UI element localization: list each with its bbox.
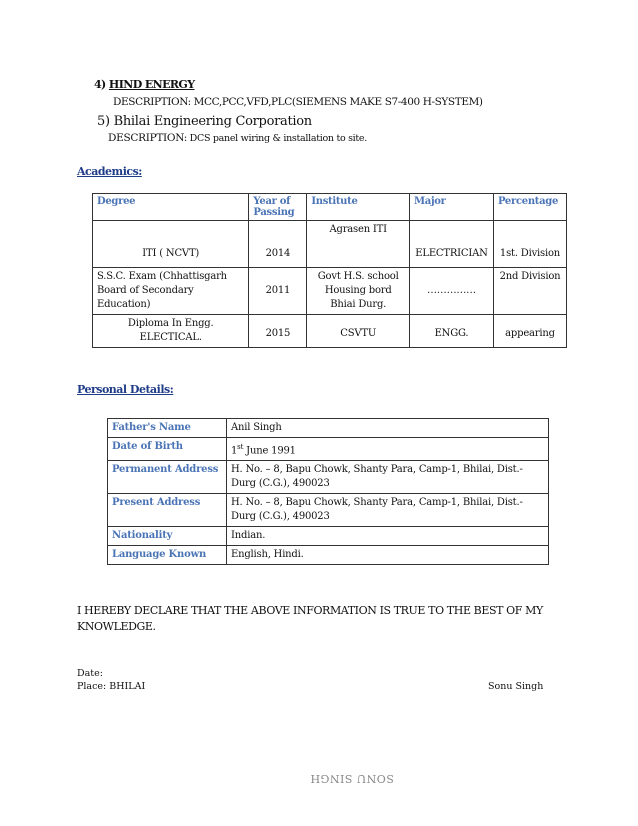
label-permanent-address: Permanent Address (108, 461, 227, 494)
table-row (108, 546, 549, 565)
date-label: Date: (77, 668, 103, 679)
experience-item-5: 5) Bhilai Engineering Corporation (97, 114, 312, 129)
personal-details-heading: Personal Details: (77, 383, 174, 396)
cell-degree: S.S.C. Exam (Chhattisgarh Board of Secondary Education) (93, 268, 249, 315)
header-degree: Degree (93, 194, 249, 221)
company-title: HIND ENERGY (108, 78, 195, 91)
label-father-name: Father's Name (108, 419, 227, 438)
cell-major: ELECTRICIAN (410, 221, 494, 268)
label-nationality: Nationality (108, 527, 227, 546)
header-major: Major (410, 194, 494, 221)
table-row (93, 315, 567, 348)
personal-details-table (107, 418, 549, 565)
cell-degree: ITI ( NCVT) (93, 221, 249, 268)
academics-table (92, 193, 567, 348)
value-permanent-address: H. No. – 8, Bapu Chowk, Shanty Para, Camp-1, Bhilai, Dist.-Durg (C.G.), 490023 (227, 461, 549, 494)
cell-institute: CSVTU (307, 315, 410, 348)
cell-major: ENGG. (410, 315, 494, 348)
cell-year: 2015 (249, 315, 307, 348)
table-row (108, 419, 549, 438)
cell-institute: Govt H.S. school Housing bord Bhiai Durg. (307, 268, 410, 315)
header-percentage: Percentage (493, 194, 566, 221)
table-row (93, 221, 567, 268)
table-row (108, 438, 549, 461)
label-present-address: Present Address (108, 494, 227, 527)
value-father-name: Anil Singh (227, 419, 549, 438)
cell-institute: Agrasen ITI (307, 221, 410, 268)
cell-degree: Diploma In Engg. ELECTICAL. (93, 315, 249, 348)
value-present-address: H. No. – 8, Bapu Chowk, Shanty Para, Camp-1, Bhilai, Dist.-Durg (C.G.), 490023 (227, 494, 549, 527)
table-row (108, 494, 549, 527)
description-label: DESCRIPTION: (108, 132, 187, 144)
header-year: Year of Passing (249, 194, 307, 221)
cell-major: …………… (410, 268, 494, 315)
table-row (108, 527, 549, 546)
header-institute: Institute (307, 194, 410, 221)
cell-year: 2014 (249, 221, 307, 268)
table-row (93, 268, 567, 315)
cell-percentage: appearing (493, 315, 566, 348)
cell-percentage: 2nd Division (493, 268, 566, 315)
cell-percentage: 1st. Division (493, 221, 566, 268)
label-language-known: Language Known (108, 546, 227, 565)
experience-item-4-description: DESCRIPTION: MCC,PCC,VFD,PLC(SIEMENS MAKE S7-400 H-SYSTEM) (113, 96, 483, 108)
academics-heading: Academics: (77, 165, 142, 178)
experience-item-4 (94, 78, 194, 91)
description-body: DCS panel wiring & installation to site. (186, 133, 367, 144)
table-row (108, 461, 549, 494)
place-label: Place: BHILAI (77, 681, 146, 692)
table-header-row (93, 194, 567, 221)
item-number: 4) (94, 78, 106, 91)
cell-year: 2011 (249, 268, 307, 315)
signature-name: Sonu Singh (488, 681, 544, 692)
value-date-of-birth: 1st June 1991 (227, 438, 549, 461)
page-footer-watermark: SONU SINGH (310, 772, 394, 785)
value-nationality: Indian. (227, 527, 549, 546)
declaration-text: I HEREBY DECLARE THAT THE ABOVE INFORMATION IS TRUE TO THE BEST OF MY KNOWLEDGE. (77, 604, 543, 633)
experience-item-5-description (108, 132, 367, 144)
label-date-of-birth: Date of Birth (108, 438, 227, 461)
value-language-known: English, Hindi. (227, 546, 549, 565)
